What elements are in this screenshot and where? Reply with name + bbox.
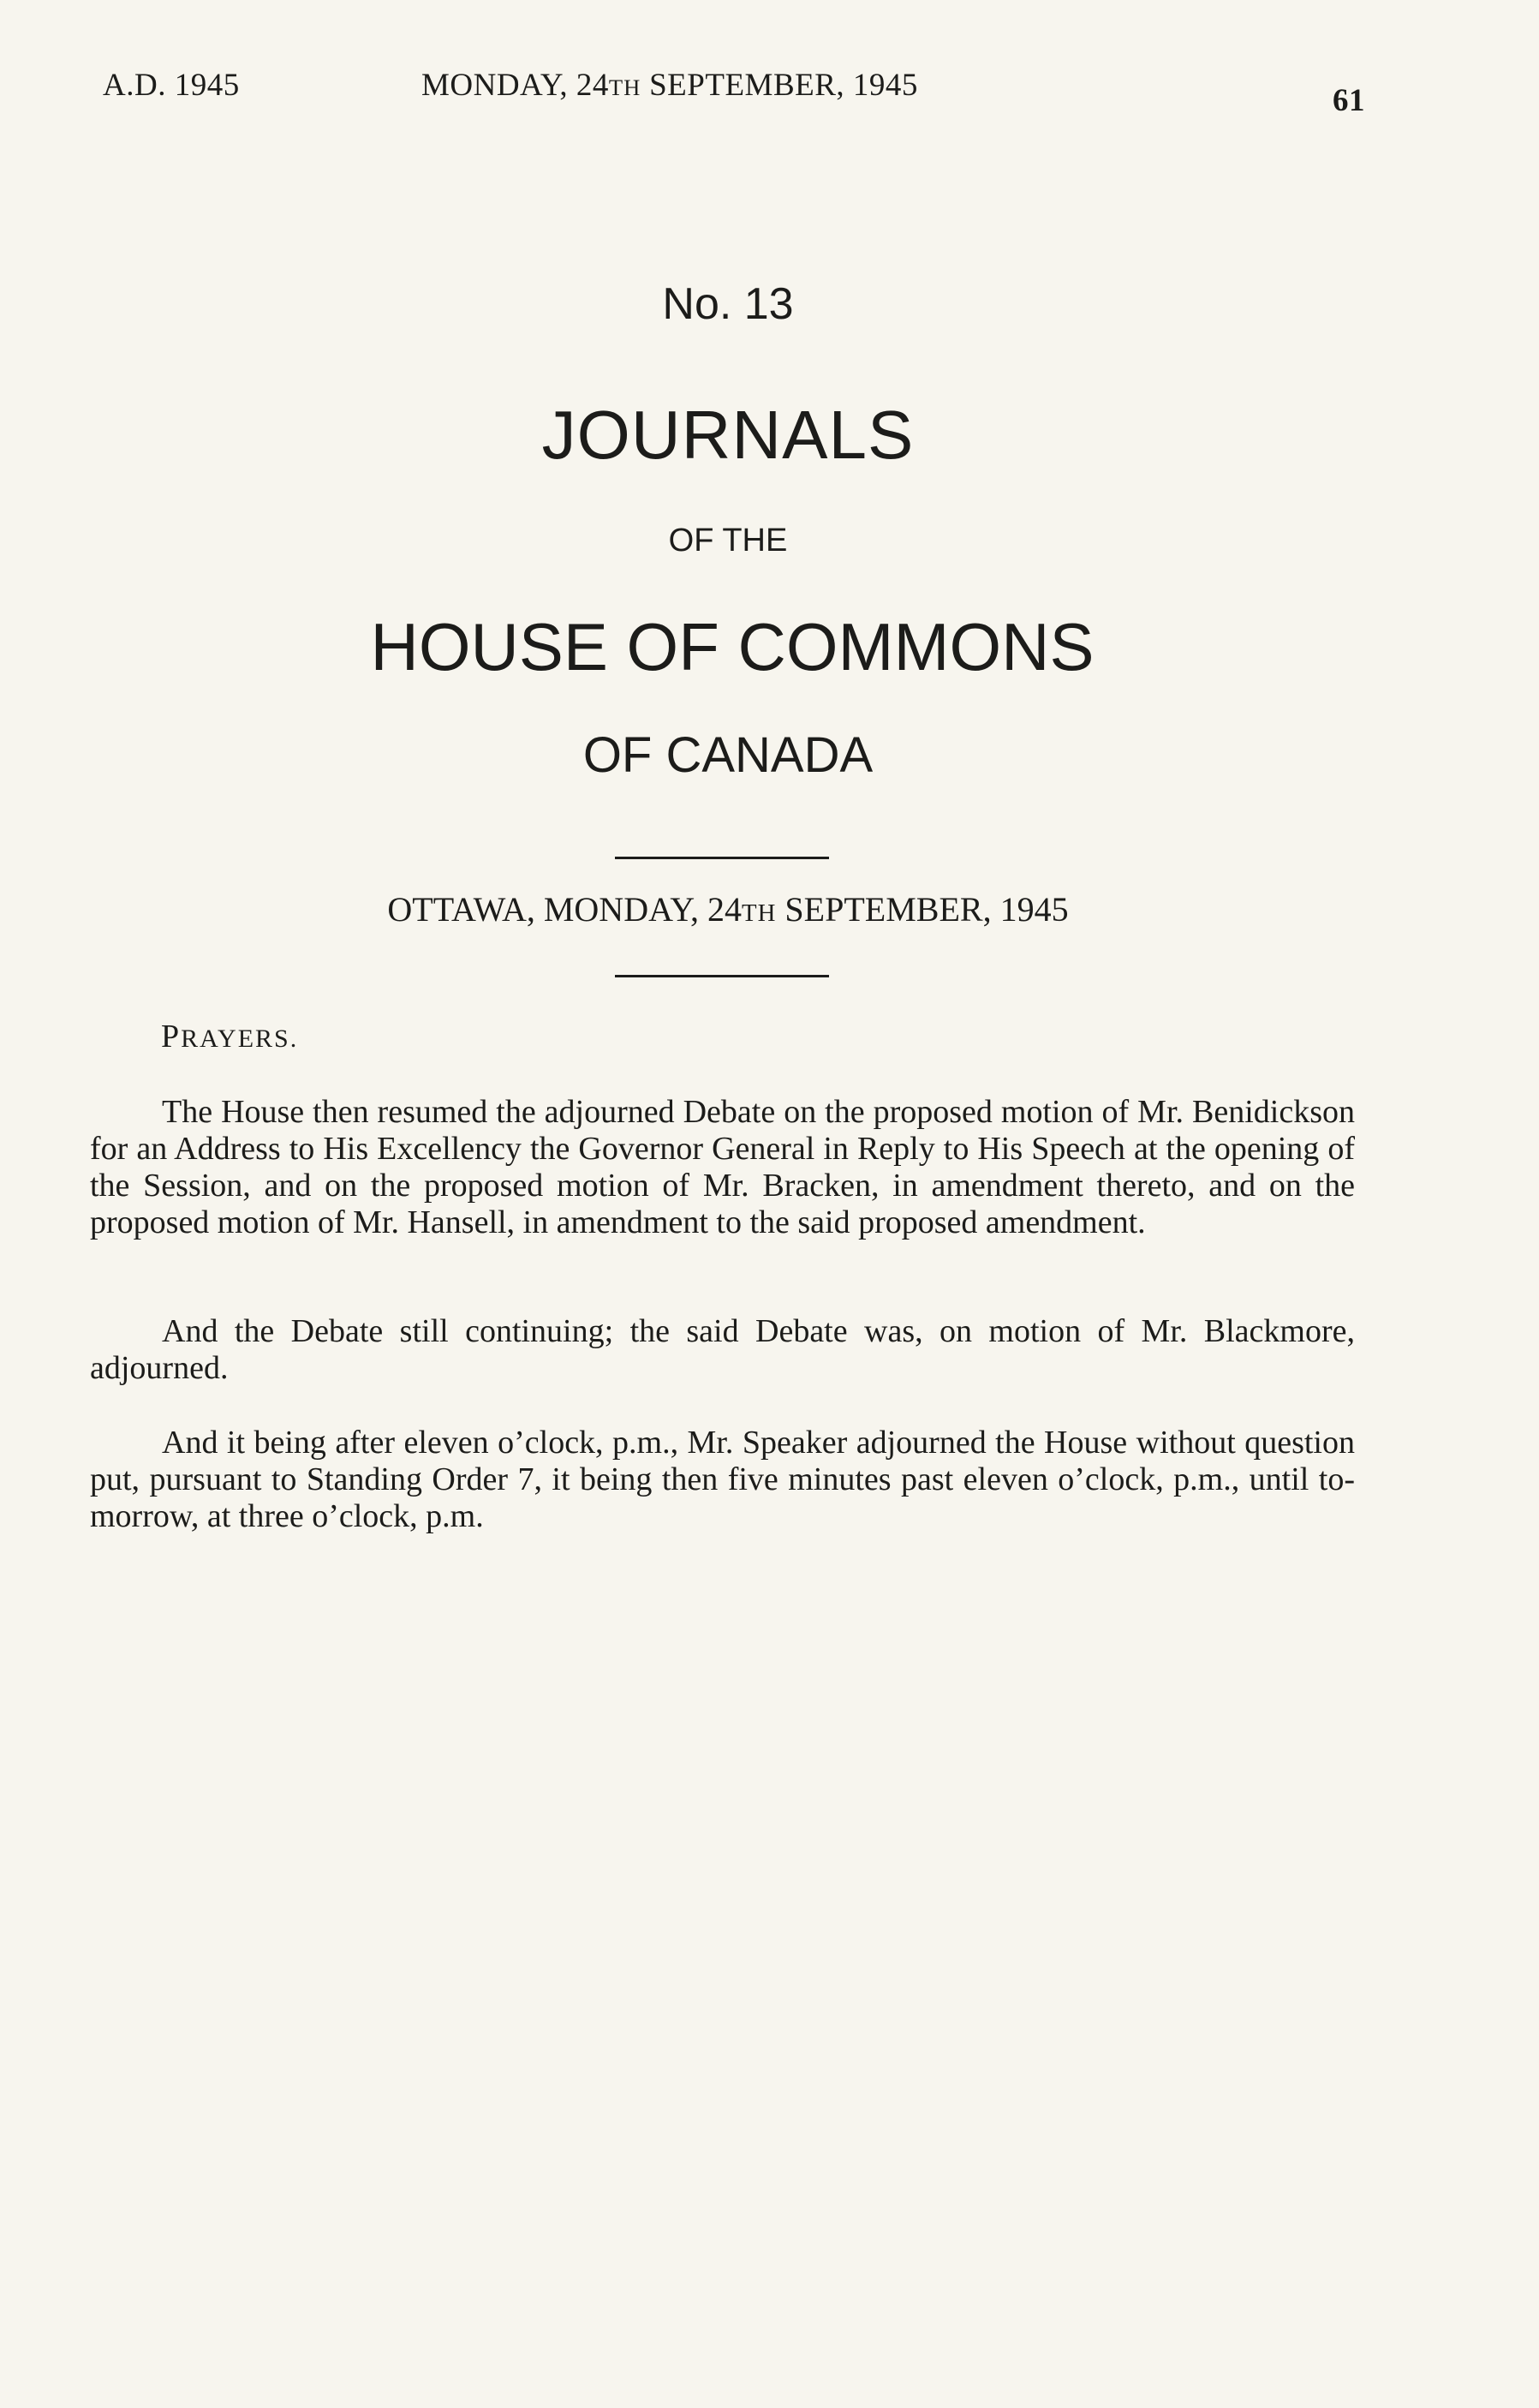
issue-number: No. 13 — [662, 279, 794, 329]
paragraph-debate-resumed: The House then resumed the adjourned Debate on the proposed motion of Mr. Benidickson for an Address to His Excellency the Governor General in Reply to His Speech at the opening of the Session, and on the proposed motion of Mr. Bracken, in amendment thereto, and on the proposed motion of Mr. Hansell, in amendment to the said proposed amendment. — [90, 1094, 1355, 1240]
title-of-the: OF THE — [668, 523, 788, 559]
page-number: 61 — [1333, 83, 1365, 118]
running-head-date-pre: MONDAY, 24 — [421, 68, 609, 103]
dateline-post: SEPTEMBER, 1945 — [776, 890, 1069, 929]
divider-top — [615, 857, 829, 859]
running-head-year: A.D. 1945 — [103, 68, 240, 103]
dateline-pre: OTTAWA, MONDAY, 24 — [387, 890, 743, 929]
dateline-ordinal: TH — [742, 899, 777, 927]
prayers-rest: RAYERS. — [181, 1025, 299, 1053]
paragraph-debate-adjourned: And the Debate still continuing; the said Debate was, on motion of Mr. Blackmore, adjourned. — [90, 1313, 1355, 1386]
title-house-of-commons: HOUSE OF COMMONS — [370, 609, 1095, 684]
running-head-date-ordinal: TH — [608, 75, 641, 100]
title-of-canada: OF CANADA — [582, 727, 874, 783]
title-journals: JOURNALS — [541, 397, 915, 473]
paragraph-house-adjourned: And it being after eleven o’clock, p.m., Mr. Speaker adjourned the House without question put, pursuant to Standing Order 7, it being then five minutes past eleven o’clock, p.m., until to-morrow, at three o’clock, p.m. — [90, 1425, 1355, 1534]
prayers-heading — [161, 1018, 298, 1055]
dateline — [0, 889, 1456, 929]
divider-bottom — [615, 975, 829, 977]
prayers-initial: P — [161, 1019, 182, 1055]
running-head-date — [421, 67, 918, 104]
running-head-date-post: SEPTEMBER, 1945 — [641, 68, 918, 103]
